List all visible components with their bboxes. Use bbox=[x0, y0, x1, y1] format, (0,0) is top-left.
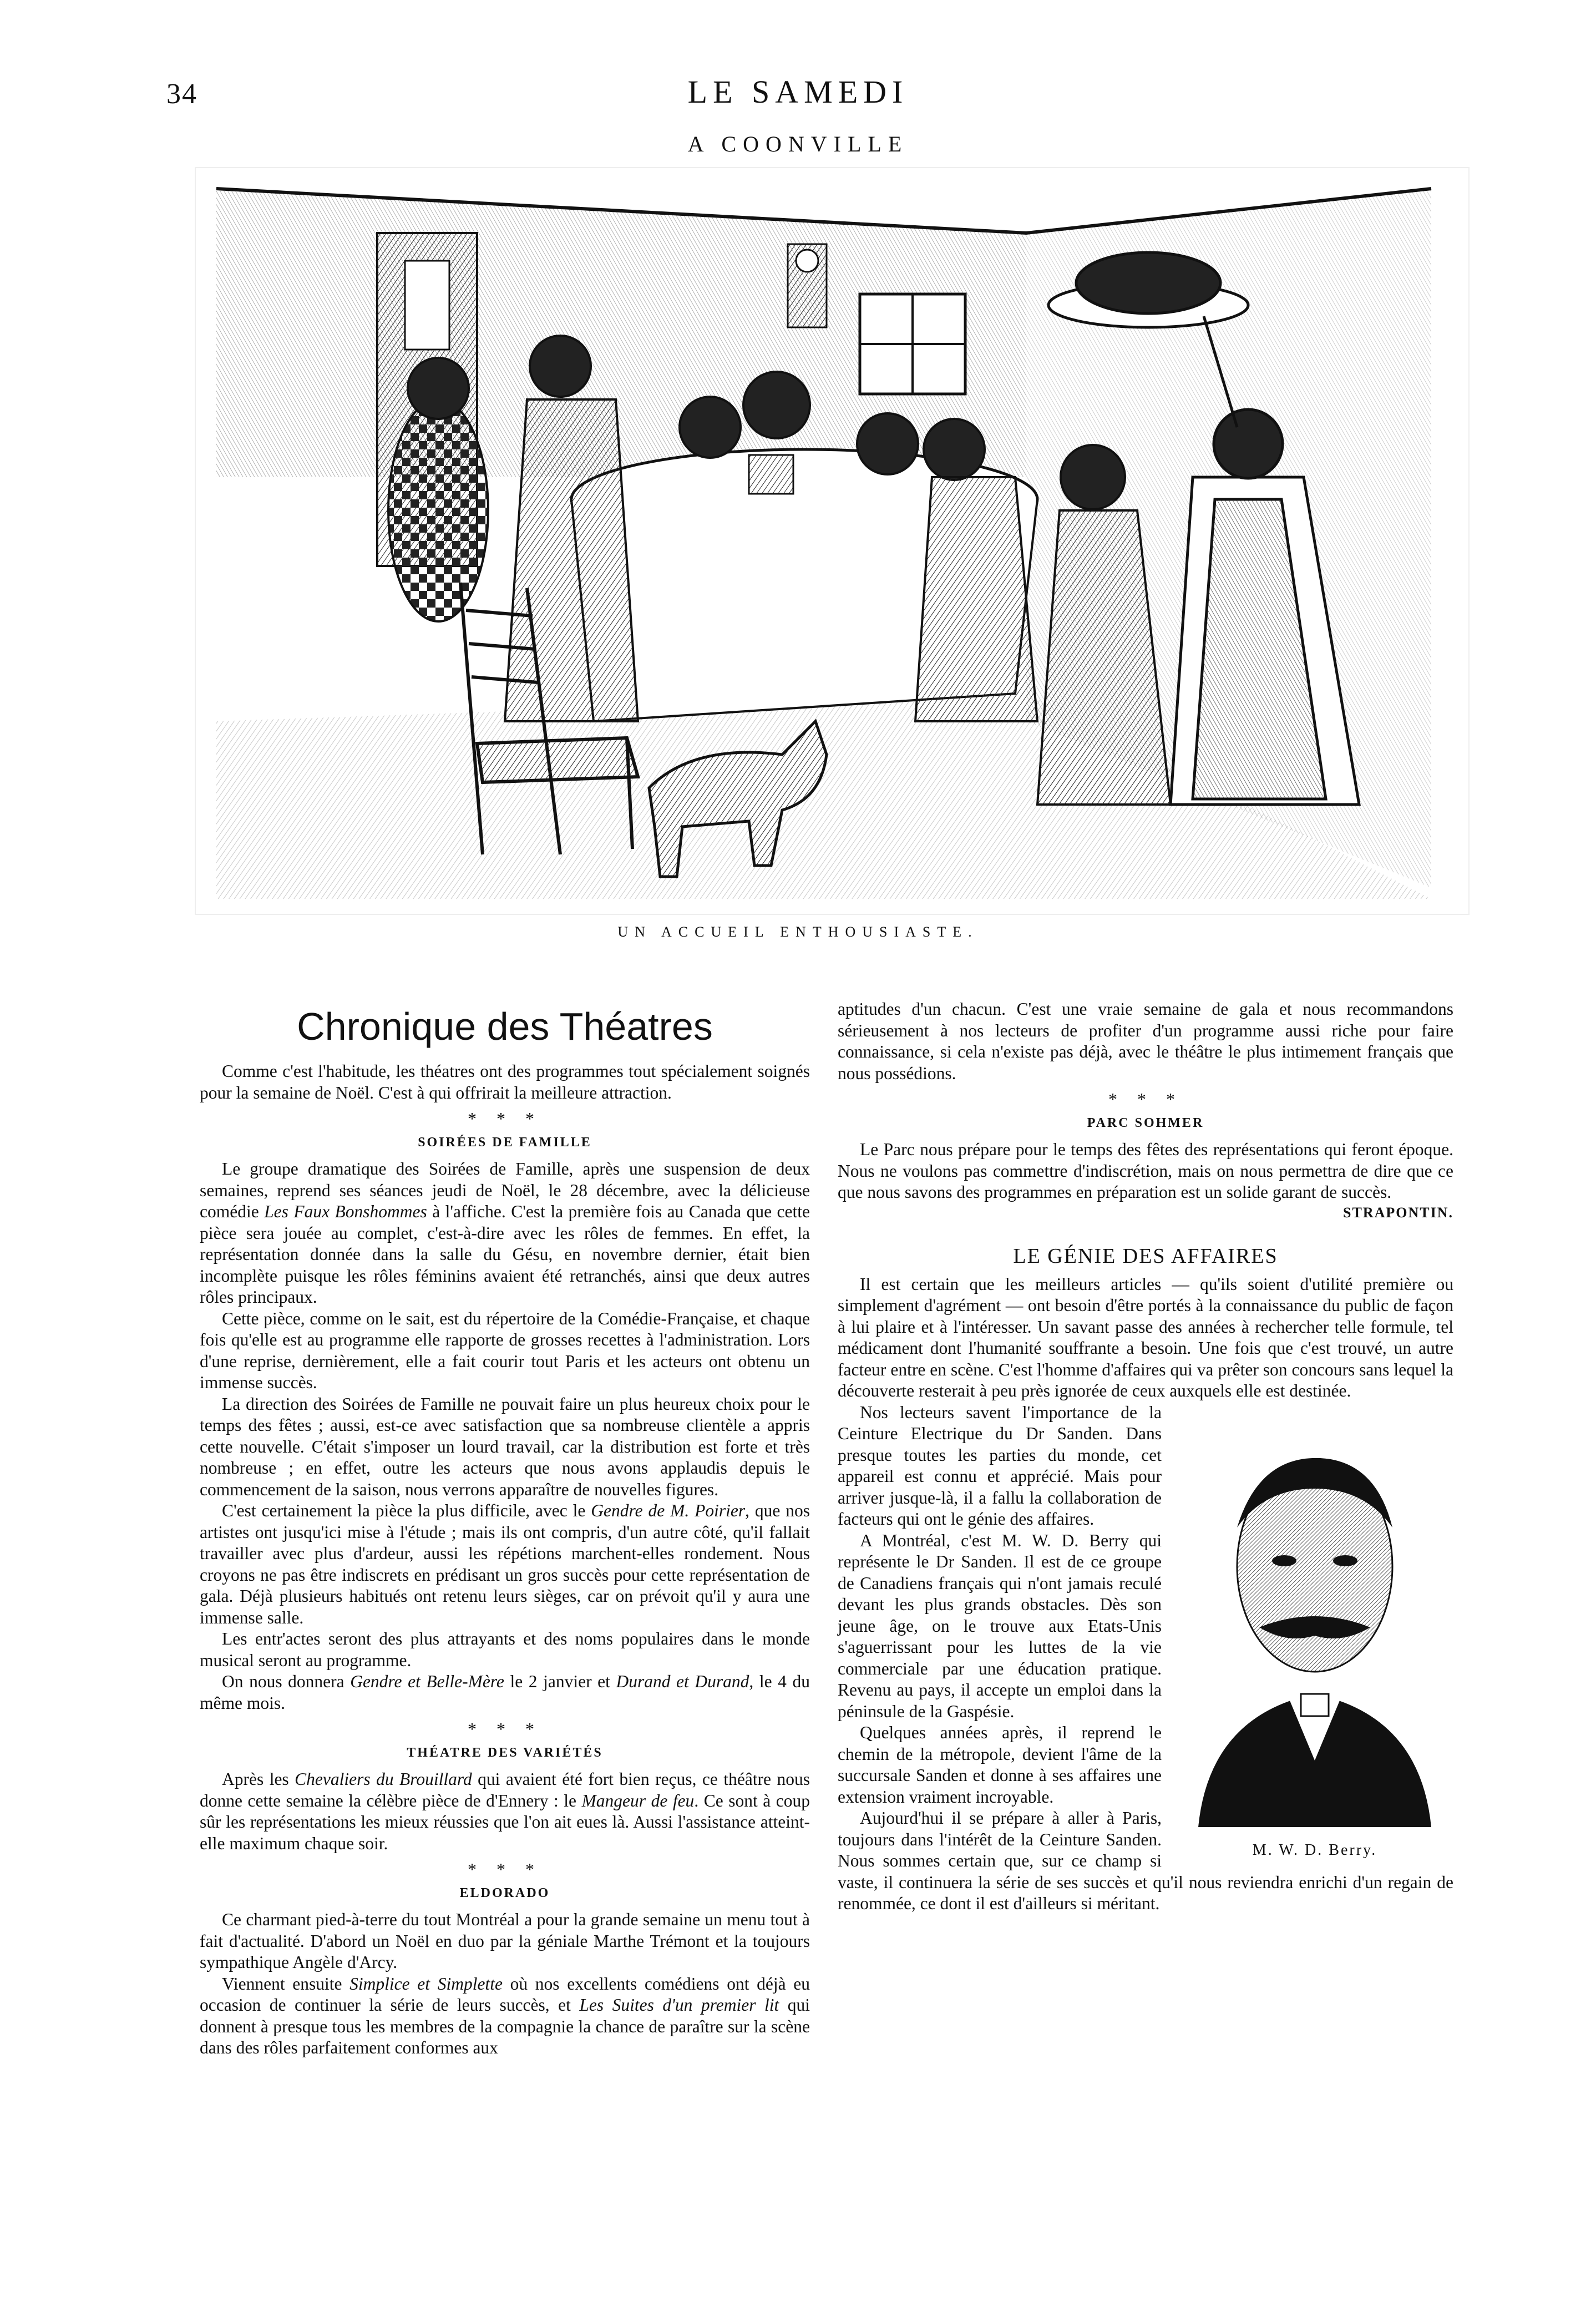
article-title: Chronique des Théatres bbox=[297, 1005, 713, 1048]
paragraph: Cette pièce, comme on le sait, est du répertoire de la Comédie-Française, et chaque fois qu'elle est au programme elle rapporte de grosses recettes à l'administration. Lors d'une reprise, dernièrement, elle a fait courir tout Paris et les acteurs ont obtenu un immense succès. bbox=[200, 1308, 810, 1392]
paragraph: On nous donnera Gendre et Belle-Mère le 2 janvier et Durand et Durand, le 4 du même mois. bbox=[200, 1672, 810, 1713]
portrait-image bbox=[1176, 1405, 1453, 1827]
separator-stars: * * * bbox=[468, 1859, 542, 1879]
author-signature: STRAPONTIN. bbox=[1343, 1204, 1453, 1221]
illustration-christmas-dinner bbox=[194, 166, 1470, 915]
paragraph: Il est certain que les meilleurs articles — qu'ils soient d'utilité première ou simplement d'agrément — ont besoin d'être portés à la connaissance du public de façon à lui plaire et à l'intéresser. Un savant passe des années à rechercher telle formule, tel médicament dont l'humanité souffrante a besoin. Une fois que c'est trouvé, un autre facteur entre en scène. C'est l'homme d'affaires qui va prêter son concours sans lequel la découverte resterait à peu près ignorée de ceux auxquels elle est destinée. bbox=[838, 1274, 1453, 1400]
masthead: LE SAMEDI bbox=[687, 74, 909, 110]
separator-stars: * * * bbox=[468, 1109, 542, 1129]
section-heading: SOIRÉES DE FAMILLE bbox=[418, 1135, 592, 1150]
paragraph: Le Parc nous prépare pour le temps des fêtes des représentations qui feront époque. Nous ne voulons pas commettre d'indiscrétion, mais on nous permettra de dire que ce que nous savons des programmes en préparation est un solide garant de succès. bbox=[838, 1140, 1453, 1202]
column-left bbox=[200, 999, 810, 2059]
article2-title: LE GÉNIE DES AFFAIRES bbox=[1013, 1244, 1278, 1268]
paragraph: Le groupe dramatique des Soirées de Famille, après une suspension de deux semaines, reprend ses séances jeudi de Noël, le 28 décembre, avec la délicieuse comédie Les Faux Bonshommes à l'affiche. C'est la première fois au Canada que cette pièce sera jouée au complet, c'est-à-dire avec les rôles de femmes. En effet, la représentation donnée dans la salle du Gésu, en novembre dernier, était bien incomplète puisque les rôles féminins avaient été retranchés, ainsi que deux autres rôles principaux. bbox=[200, 1159, 810, 1307]
illustration-caption: UN ACCUEIL ENTHOUSIASTE. bbox=[617, 924, 979, 940]
separator-stars: * * * bbox=[468, 1719, 542, 1739]
paragraph: La direction des Soirées de Famille ne pouvait faire un plus heureux choix pour le temps des fêtes ; aussi, est-ce avec satisfaction que sa nombreuse clientèle a appris cette nouvelle. C'était s'imposer un lourd travail, car la distribution est forte et très nombreuse ; en effet, outre les acteurs que nous avons applaudis depuis le commencement de la saison, nous verrons apparaître de nouvelles figures. bbox=[200, 1394, 810, 1499]
paragraph: Après les Chevaliers du Brouillard qui avaient été fort bien reçus, ce théâtre nous donne cette semaine la célèbre pièce de d'Ennery : le Mangeur de feu. Ce sont à coup sûr les représentations les mieux réussies que l'on ait eues là. Aussi l'assistance atteint-elle maximum chaque soir. bbox=[200, 1769, 810, 1853]
illustration-title: A COONVILLE bbox=[687, 131, 909, 156]
paragraph: C'est certainement la pièce la plus difficile, avec le Gendre de M. Poirier, que nos artistes ont jusqu'ici mise à l'étude ; mais ils ont compris, d'un autre côté, qu'il fallait travailler avec plus d'ardeur, aussi les répétions marchent-elles rondement. Nous croyons ne pas être indiscrets en prédisant un gros succès pour cette représentation de gala. Déjà plusieurs habitués ont retenu leurs sièges, car on prévoit qu'il y aura une immense salle. bbox=[200, 1501, 810, 1627]
portrait-caption: M. W. D. Berry. bbox=[1252, 1842, 1377, 1859]
section-heading: ELDORADO bbox=[459, 1885, 550, 1900]
column-right bbox=[838, 999, 1453, 1915]
section-heading: PARC SOHMER bbox=[1087, 1115, 1204, 1130]
intro-paragraph: Comme c'est l'habitude, les théatres ont des programmes tout spécialement soignés pour la semaine de Noël. C'est à qui offrirait la meilleure attraction. bbox=[200, 1061, 810, 1102]
paragraph: Aujourd'hui il se prépare à aller à Paris, toujours dans l'intérêt de la Ceinture Sanden. Nous sommes certain que, sur ce champ si vaste, il continuera la série de ses succès et qu'il nous reviendra enrichi d'un regain de renommée, ce dont il est d'ailleurs si méritant. bbox=[838, 1808, 1453, 1913]
page-number: 34 bbox=[166, 78, 197, 110]
paragraph: Les entr'actes seront des plus attrayants et des noms populaires dans le monde musical seront au programme. bbox=[200, 1629, 810, 1670]
paragraph: Quelques années après, il reprend le chemin de la métropole, devient l'âme de la succursale Sanden et donne à ses affaires une extension vraiment incroyable. bbox=[838, 1723, 1162, 1807]
paragraph: Ce charmant pied-à-terre du tout Montréal a pour la grande semaine un menu tout à fait d'actualité. D'abord un Noël en duo par la géniale Marthe Trémont et la toujours sympathique Angèle d'Arcy. bbox=[200, 1910, 810, 1972]
section-heading: THÉATRE DES VARIÉTÉS bbox=[407, 1745, 603, 1760]
paragraph-continued: aptitudes d'un chacun. C'est une vraie semaine de gala et nous recommandons sérieusement à nos lecteurs de profiter d'un programme aussi riche pour faire connaissance, si cela n'existe pas déjà, avec le théâtre le plus intimement français que nous possédions. bbox=[838, 999, 1453, 1083]
paragraph: Viennent ensuite Simplice et Simplette où nos excellents comédiens ont déjà eu occasion de continuer la série de leurs succès, et Les Suites d'un premier lit qui donnent à presque tous les membres de la compagnie la chance de paraître sur la scène dans des rôles parfaitement conformes aux bbox=[200, 1974, 810, 2057]
separator-stars: * * * bbox=[1108, 1089, 1183, 1109]
paragraph: A Montréal, c'est M. W. D. Berry qui représente le Dr Sanden. Il est de ce groupe de Canadiens français qui n'ont jamais reculé devant les plus grands obstacles. Dès son jeune âge, on le trouve aux Etats-Unis s'aguerrissant pour les luttes de la vie commerciale par une éducation pratique. Revenu au pays, il accepte un emploi dans la péninsule de la Gaspésie. bbox=[838, 1530, 1162, 1721]
portrait-figure bbox=[1176, 1405, 1453, 1861]
paragraph: Nos lecteurs savent l'importance de la Ceinture Electrique du Dr Sanden. Dans presque toutes les parties du monde, cet appareil est connu et apprécié. Mais pour arriver jusque-là, il a fallu la collaboration de facteurs qui ont le génie des affaires. bbox=[838, 1402, 1162, 1529]
